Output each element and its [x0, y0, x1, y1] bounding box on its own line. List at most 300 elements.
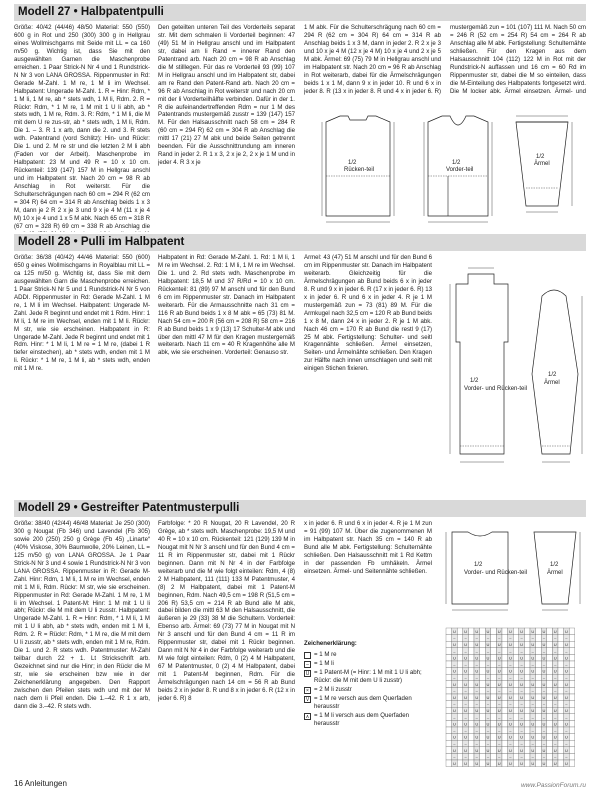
chart-cell-symbol: U	[497, 655, 501, 661]
legend-title: Zeichenerklärung:	[304, 640, 357, 647]
stitch-chart	[442, 626, 586, 772]
chart-cell	[547, 740, 553, 747]
chart-cell	[480, 734, 486, 741]
chart-cell-symbol: U	[531, 668, 535, 674]
chart-cell-symbol: –	[531, 701, 534, 707]
chart-cell-symbol: U	[564, 655, 568, 661]
section-modell-29	[14, 500, 586, 776]
chart-cell	[457, 668, 463, 675]
chart-cell	[536, 668, 542, 675]
chart-cell-symbol: –	[509, 675, 512, 681]
chart-cell-symbol: U	[542, 668, 546, 674]
chart-cell-symbol: –	[520, 648, 523, 654]
chart-cell	[524, 727, 530, 734]
chart-cell-symbol: U	[497, 642, 501, 648]
chart-cell-symbol: U	[531, 681, 535, 687]
chart-cell	[524, 707, 530, 714]
chart-cell	[446, 654, 452, 661]
chart-cell-symbol: –	[509, 714, 512, 720]
chart-cell-symbol: –	[554, 675, 557, 681]
section-modell-27	[14, 4, 586, 232]
chart-cell-symbol: –	[531, 727, 534, 733]
chart-cell	[491, 760, 497, 767]
chart-cell	[491, 720, 497, 727]
chart-cell	[558, 727, 564, 734]
chart-cell	[446, 661, 452, 668]
chart-cell	[480, 747, 486, 754]
chart-cell	[502, 687, 508, 694]
chart-cell-symbol: –	[542, 675, 546, 681]
chart-cell	[468, 727, 474, 734]
chart-cell-symbol: U	[553, 681, 557, 687]
chart-cell	[569, 740, 575, 747]
chart-cell-symbol: U	[475, 628, 479, 634]
chart-cell	[468, 661, 474, 668]
chart-cell	[491, 753, 497, 760]
instructions-col-4: mustergemäß zun = 101 (107) 111 M. Nach 50 cm = 246 R (52 cm = 254 R) 54 cm = 264 R ab Anschlag alle M abk. Fertigstellung: Schulternähte schließen. Für den Kragen aus dem Halsausschnitt 104 (112) 122 M in Rot mit der Rundstrick-N auffassen und 16 cm = 60 Rd im Rippenmuster str, dabei die M so einteilen, dass die M-Einteilung des Halbpatents fortgesetzt wird. Die M locker abk. Ärmel einsetzen. Ärmel- und	[450, 24, 586, 95]
chart-cell-symbol: U	[475, 655, 479, 661]
body-piece-label: Vorder- und Rücken-teil	[464, 570, 528, 576]
chart-cell	[547, 661, 553, 668]
chart-cell-symbol: –	[464, 688, 467, 694]
chart-cell-symbol: –	[509, 727, 512, 733]
schematic-modell-29	[438, 522, 586, 618]
chart-cell-symbol: –	[542, 701, 546, 707]
chart-cell	[513, 727, 519, 734]
chart-cell-symbol: –	[531, 661, 534, 667]
sleeve-label: Ärmel	[547, 570, 563, 576]
chart-cell-symbol: U	[452, 734, 456, 740]
chart-cell	[569, 760, 575, 767]
chart-cell-symbol: U	[497, 747, 501, 753]
chart-cell	[524, 734, 530, 741]
chart-cell	[457, 641, 463, 648]
chart-cell	[558, 641, 564, 648]
chart-cell-symbol: U	[497, 628, 501, 634]
chart-cell-symbol: U	[542, 721, 546, 727]
chart-cell	[536, 747, 542, 754]
chart-cell-symbol: –	[542, 661, 546, 667]
chart-cell	[468, 707, 474, 714]
chart-cell	[457, 661, 463, 668]
chart-cell	[536, 734, 542, 741]
chart-cell	[513, 668, 519, 675]
schematic-modell-27	[304, 98, 586, 232]
chart-cell-symbol: U	[531, 694, 535, 700]
chart-cell-symbol: –	[554, 741, 557, 747]
chart-cell	[446, 628, 452, 635]
chart-cell-symbol: U	[520, 668, 524, 674]
chart-cell-symbol: –	[509, 741, 512, 747]
chart-cell-symbol: –	[498, 635, 501, 641]
chart-cell-symbol: U	[542, 655, 546, 661]
chart-cell-symbol: U	[520, 721, 524, 727]
body-half-label: 1/2	[470, 378, 479, 384]
chart-cell	[457, 747, 463, 754]
chart-cell-symbol: U	[508, 642, 512, 648]
chart-cell	[569, 720, 575, 727]
chart-cell-symbol: U	[464, 694, 468, 700]
chart-cell-symbol: –	[464, 727, 467, 733]
chart-cell-symbol: U	[486, 681, 490, 687]
chart-cell	[547, 747, 553, 754]
chart-cell	[536, 707, 542, 714]
chart-cell	[513, 760, 519, 767]
chart-cell-symbol: –	[486, 754, 490, 760]
chart-cell-symbol: U	[542, 760, 546, 766]
body-half-label: 1/2	[474, 562, 483, 568]
chart-cell	[480, 687, 486, 694]
chart-cell	[524, 687, 530, 694]
chart-cell	[558, 694, 564, 701]
chart-cell-symbol: U	[452, 760, 456, 766]
chart-cell	[480, 628, 486, 635]
chart-cell	[480, 668, 486, 675]
chart-cell	[468, 694, 474, 701]
chart-cell-symbol: U	[497, 708, 501, 714]
chart-cell	[547, 641, 553, 648]
chart-cell-symbol: U	[542, 694, 546, 700]
chart-cell	[558, 734, 564, 741]
chart-cell	[446, 734, 452, 741]
chart-cell-symbol: U	[531, 628, 535, 634]
chart-cell-symbol: U	[497, 668, 501, 674]
instructions-col-1: Größe: 40/42 (44/46) 48/50 Material: 550 (550) 600 g in Rot und 250 (300) 300 g in Hellgrau eines Wollmischgarns mit Seide mit LL = ca 160 m/50 g. Wichtig ist, dass Sie mit den ausgewählten Garnen die Maschenprobe erreichen. 1 Paar Strick-N Nr 4 und 1 Rundstrick-N Nr 3 von LANA GROSSA. Rippenmuster in Rd: Gerade M-Zahl. 1 M re, 1 M li im Wechsel. Halbpatent: Ungerade M-Zahl. 1. R = Hinr: Rdm, * 1 M li, 1 M re, ab * stets wdh, 1 M li, Rdm. 2. R = Rückr: Rdm, * 1 M re, 1 M mit 1 U li abh, ab * stets wdh, 1 M re, Rdm. 3. R: Rdm, * 1 M li, die M mit dem U re zus-str, ab * stets wdh, 1 M li, Rdm. Die 1. – 3. R 1 x arb, dann die 2. und 3. R stets wdh. Patentrand (vord Schlitz): Hin- und Rückr: Die 1. und 2. M re str und die letzten 2 M li abh (Faden vor der Arbeit). Maschenprobe im Halbpatent: 23 M und 49 R = 10 x 10 cm. Rückenteil: 139 (147) 157 M in Hellgrau anschl und im Halbpatent str. Nach 20 cm = 98 R ab Anschlag in Rot weiterstr. Für die Schulterschrägungen nach 60 cm = 294 R (62 cm = 304 R) 64 cm = 314 R ab Anschlag beids 1 x 3 M, dann je 2 R 2 x je 3 und 9 x je 4 M (11 x je 4 M) 10 x je 4 und 1 x 5 M abk. Nach 65 cm = 318 R (67 cm = 328 R) 69 cm = 338 R ab Anschlag die	[14, 24, 150, 230]
chart-cell-symbol: –	[542, 741, 546, 747]
chart-cell	[569, 701, 575, 708]
chart-cell	[513, 707, 519, 714]
chart-cell-symbol: U	[520, 681, 524, 687]
chart-cell	[480, 753, 486, 760]
chart-cell-symbol: U	[564, 708, 568, 714]
section-title: Modell 27 • Halbpatentpulli	[14, 4, 586, 21]
chart-cell-symbol: –	[565, 754, 568, 760]
chart-cell-symbol: U	[464, 708, 468, 714]
chart-cell	[524, 681, 530, 688]
chart-cell	[491, 681, 497, 688]
chart-cell-symbol: –	[509, 701, 512, 707]
chart-cell-symbol: U	[497, 721, 501, 727]
chart-cell	[502, 635, 508, 642]
chart-cell-symbol: –	[554, 754, 557, 760]
chart-cell-symbol: U	[520, 747, 524, 753]
chart-cell	[468, 734, 474, 741]
chart-cell	[569, 674, 575, 681]
chart-cell	[468, 641, 474, 648]
chart-cell-symbol: U	[486, 694, 490, 700]
legend-item	[304, 712, 432, 728]
legend-item	[304, 651, 432, 659]
chart-cell	[536, 635, 542, 642]
chart-cell	[547, 668, 553, 675]
chart-cell	[558, 661, 564, 668]
chart-cell-symbol: U	[531, 760, 535, 766]
chart-cell-symbol: U	[464, 628, 468, 634]
chart-cell-symbol: U	[464, 760, 468, 766]
chart-cell-symbol: U	[475, 760, 479, 766]
chart-cell	[547, 687, 553, 694]
chart-cell-symbol: U	[531, 655, 535, 661]
sleeve-label: Ärmel	[544, 380, 560, 386]
chart-cell	[457, 628, 463, 635]
chart-cell-symbol: U	[542, 734, 546, 740]
chart-cell-symbol: –	[475, 648, 478, 654]
chart-cell-symbol: –	[531, 648, 534, 654]
chart-cell-symbol: U	[564, 694, 568, 700]
chart-cell-symbol: –	[475, 741, 478, 747]
chart-cell	[558, 720, 564, 727]
chart-cell-symbol: U	[475, 721, 479, 727]
chart-cell-symbol: U	[564, 721, 568, 727]
chart-cell-symbol: U	[497, 694, 501, 700]
chart-cell	[536, 654, 542, 661]
chart-cell	[491, 701, 497, 708]
chart-cell	[480, 760, 486, 767]
chart-cell	[524, 760, 530, 767]
chart-cell-symbol: U	[464, 668, 468, 674]
chart-cell	[536, 720, 542, 727]
schematic-modell-28	[438, 254, 586, 490]
chart-cell	[502, 714, 508, 721]
instructions-col-1: Größe: 36/38 (40/42) 44/46 Material: 550 (600) 650 g eines Wollmischgarns in Royalblau mit LL = ca 125 m/50 g. Wichtig ist, dass Sie mit dem ausgewählten Garn die Maschenprobe erreichen. 1 Paar Strick-N Nr 5 und 1 Rundstrick-N Nr 5 von ADDI. Rippenmuster in Rd: Gerade M-Zahl. 1 M re, 1 M li im Wechsel. Halbpatent: Ungerade M-Zahl. Jede R beginnt und endet mit 1 Rdm. Hinr: 1 M li, 1 M re im Wechsel, enden mit 1 M li. Rückr: M str, wie sie erscheinen. Halbpatent in R: Ungerade M-Zahl. Jede R beginnt und endet mit 1 Rdm. Hinr: * 1 M li, 1 M re = 1 M re, (dabei 1 R tiefer einstechen), ab * stets wdh, enden mit 1 M li. Rückr: * 1 M re, 1 M li, ab * stets wdh, enden mit 1 M re.	[14, 254, 150, 373]
back-half-label: 1/2	[348, 160, 357, 166]
chart-cell-symbol: U	[531, 708, 535, 714]
chart-cell-symbol: –	[542, 727, 546, 733]
chart-cell	[513, 681, 519, 688]
chart-cell	[536, 701, 542, 708]
chart-cell	[558, 714, 564, 721]
chart-cell	[569, 753, 575, 760]
legend-text: = 1 M li versch aus dem Querfaden herausstr	[314, 712, 410, 727]
chart-cell	[446, 760, 452, 767]
chart-cell-symbol: –	[531, 754, 534, 760]
chart-cell-symbol: –	[520, 701, 523, 707]
chart-cell-symbol: –	[542, 688, 546, 694]
chart-cell-symbol: –	[486, 714, 490, 720]
instructions-col-3: x in jeder 6. R und 6 x in jeder 4. R je 1 M zun = 91 (99) 107 M. Über die zugenommenen M im Halbpatent str. Nach 35 cm = 140 R ab Bund alle M abk. Fertigstellung: Schulternähte schließen. Den Halsausschnitt mit 1 Rd Kettm in der passenden Fb umhäkeln. Ärmel einsetzen. Ärmel- und Seitennähte schließen.	[304, 520, 432, 575]
chart-cell-symbol: U	[542, 747, 546, 753]
chart-cell-symbol: –	[509, 648, 512, 654]
chart-cell	[558, 687, 564, 694]
chart-cell-symbol: –	[498, 688, 501, 694]
chart-cell-symbol: –	[475, 661, 478, 667]
chart-cell-symbol: U	[464, 721, 468, 727]
chart-cell-symbol: –	[464, 754, 467, 760]
chart-cell-symbol: –	[509, 754, 512, 760]
chart-cell	[457, 727, 463, 734]
chart-cell	[491, 654, 497, 661]
section-modell-28	[14, 234, 586, 492]
chart-cell	[569, 694, 575, 701]
chart-cell-symbol: –	[498, 675, 501, 681]
chart-cell-symbol: U	[475, 668, 479, 674]
chart-cell	[502, 740, 508, 747]
chart-cell-symbol: –	[565, 635, 568, 641]
chart-cell	[457, 707, 463, 714]
chart-cell-symbol: U	[508, 760, 512, 766]
chart-cell-symbol: –	[554, 714, 557, 720]
chart-cell	[513, 720, 519, 727]
chart-cell-symbol: U	[486, 628, 490, 634]
chart-cell-symbol: U	[531, 642, 535, 648]
chart-cell-symbol: –	[509, 661, 512, 667]
sleeve-half-label: 1/2	[548, 372, 557, 378]
chart-cell	[491, 641, 497, 648]
chart-cell	[536, 628, 542, 635]
instructions-col-3: Ärmel: 43 (47) 51 M anschl und für den Bund 6 cm im Rippenmuster str. Danach im Halbpatent weiterarb. Gleichzeitig für die Ärmelschrägungen ab Bund beids 6 x in jeder 8. R und 9 x in jeder 6. R (17 x in jeder 6. R) 13 x in jeder 6. R und 6 x in jeder 4. R je 1 M mustergemäß zun = 73 (81) 89 M. Für die Armkugel nach 32,5 cm = 120 R ab Bund beids 1 x 8 M, dann 24 x in jeder 2. R je 1 M abk. Nach 46 cm = 170 R ab Bund die restl 9 (17) 25 M abk. Fertigstellung: Schulter- und seitl Kragennähte schließen. Ärmel einsetzen, Seiten- und Ärmelnähte schließen. Den Kragen zur Hälfte nach innen umschlagen und seitl mit einigen Stichen fixieren.	[304, 254, 432, 373]
chart-cell-symbol: –	[486, 701, 490, 707]
chart-cell-symbol: U	[553, 708, 557, 714]
chart-cell	[513, 734, 519, 741]
sleeve-label: Ärmel	[534, 161, 550, 167]
chart-cell-symbol: –	[486, 741, 490, 747]
legend-item	[304, 660, 432, 668]
chart-cell-symbol: U	[486, 668, 490, 674]
chart-cell	[536, 648, 542, 655]
chart-cell	[446, 714, 452, 721]
chart-cell	[457, 760, 463, 767]
chart-cell	[491, 734, 497, 741]
chart-cell-symbol: U	[564, 747, 568, 753]
chart-cell	[524, 661, 530, 668]
chart-cell	[558, 628, 564, 635]
chart-cell	[547, 694, 553, 701]
chart-cell	[457, 694, 463, 701]
chart-cell-symbol: U	[564, 734, 568, 740]
front-piece-label: Vorder-teil	[446, 167, 474, 173]
chart-cell-symbol: –	[554, 701, 557, 707]
chart-cell	[569, 734, 575, 741]
chart-cell-symbol: –	[520, 675, 523, 681]
chart-cell-symbol: –	[498, 714, 501, 720]
chart-cell	[457, 654, 463, 661]
chart-cell-symbol: –	[486, 635, 490, 641]
chart-cell	[468, 687, 474, 694]
chart-cell	[558, 635, 564, 642]
instructions-col-1: Größe: 38/40 (42/44) 46/48 Material: Je 250 (300) 300 g Nougat (Fb 346) und Lavendel (Fb 305) sowie 200 (250) 250 g Grège (Fb 45) „Linarte“ (40% Viskose, 30% Baumwolle, 20% Leinen, LL = 125 m/50 g) von LANA GROSSA. Je 1 Paar Strick-N Nr 3 und 4 sowie 1 Rundstrick-N Nr 3 von LANA GROSSA. Rippenmuster in R: Gerade M-Zahl. Hinr: Rdm, 1 M li, 1 M re im Wechsel, enden mit 1 M li, Rdm. Rückr: M str, wie sie erscheinen. Rippenmuster in Rd: Gerade M-Zahl. 1 M re, 1 M li im Wechsel. 1 Patent-M: Hinr: 1 M mit 1 U li abh; Rückr: die M mit dem U li zusstr. Halbpatent: Ungerade M-Zahl. 1. R = Hinr: Rdm, * 1 M li, 1 M mit 1 U li abh, ab * stets wdh, enden mit 1 M li, Rdm. 2. R = Rückr: Rdm, * 1 M re, die M mit dem U li zusstr, ab * stets wdh, enden mit 1 M re, Rdm. Die 1. und 2. R stets wdh. Patentmuster: M-Zahl teilbar durch 22 + 1. Lt Strickschrift arb. Gezeichnet sind nur die Hinr; in den Rückr die M str, wie sie erscheinen bzw wie in der Zeichenerklärung angegeben. Den Rapport zwischen den Pfeilen stets wdh und mit der M nach dem li Pfeil enden. Die 1.–42. R 1 x arb, dann die 3.–42. R stets wdh.	[14, 520, 150, 710]
chart-cell-symbol: –	[464, 648, 467, 654]
chart-cell	[547, 720, 553, 727]
chart-cell	[536, 681, 542, 688]
chart-cell	[446, 635, 452, 642]
chart-cell	[524, 740, 530, 747]
chart-cell	[491, 747, 497, 754]
chart-cell	[457, 648, 463, 655]
chart-cell-symbol: –	[486, 648, 490, 654]
chart-cell-symbol: –	[554, 661, 557, 667]
chart-cell	[547, 681, 553, 688]
chart-cell-symbol: U	[452, 694, 456, 700]
chart-cell	[502, 720, 508, 727]
chart-cell	[502, 747, 508, 754]
chart-cell	[547, 648, 553, 655]
chart-cell	[513, 674, 519, 681]
chart-cell	[547, 714, 553, 721]
chart-cell-symbol: –	[475, 714, 478, 720]
chart-cell-symbol: –	[453, 635, 456, 641]
chart-cell	[502, 674, 508, 681]
chart-cell	[491, 674, 497, 681]
page-footer: 16 Anleitungen	[14, 779, 67, 788]
chart-cell-symbol: –	[475, 754, 478, 760]
chart-cell-symbol: U	[542, 708, 546, 714]
chart-cell-symbol: U	[508, 747, 512, 753]
chart-cell	[491, 707, 497, 714]
chart-cell	[446, 701, 452, 708]
chart-cell-symbol: U	[564, 760, 568, 766]
chart-cell-symbol: U	[508, 721, 512, 727]
chart-cell	[491, 635, 497, 642]
instructions-col-3: 1 M abk. Für die Schulterschrägung nach 60 cm = 294 R (62 cm = 304 R) 64 cm = 314 R ab Anschlag beids 1 x 3 M, dann in jeder 2. R 2 x je 3 und 10 x je 4 M (12 x je 4 M) 10 x je 4 und 2 x je 5 M abk. Ärmel: 69 (75) 79 M in Hellgrau anschl und im Halbpatent str. Nach 20 cm = 96 R ab Anschlag in Rot weiterarb, dabei für die Ärmelschrägungen beids 1 x 1 M, dann 9 x in jeder 10. R und 6 x in jeder 8. R (13 x in jeder 8. R und 4 x in jeder 6. R)	[304, 24, 441, 95]
chart-cell-symbol: –	[498, 648, 501, 654]
chart-cell-symbol: U	[464, 747, 468, 753]
front-half-label: 1/2	[452, 160, 461, 166]
chart-cell-symbol: U	[464, 681, 468, 687]
chart-cell	[513, 747, 519, 754]
instructions-col-2: Farbfolge: * 20 R Nougat, 20 R Lavendel, 20 R Grège, ab * stets wdh. Maschenprobe: 19,5 M und 40 R = 10 x 10 cm. Rückenteil: 121 (129) 139 M in Nougat mit N Nr 3 anschl und für den Bund 4 cm = 11 R im Rippenmuster str, dabei mit 1 Rückr beginnen. Dann mit N Nr 4 in der Farbfolge weiterarb und die M wie folgt einteilen: Rdm, 4 (8) 2 M Halbpatent, 111 (111) 133 M Patentmuster, 4 (8) 2 M Halbpatent, dabei mit 1 Patent-M beginnen, Rdm. Nach 49,5 cm = 198 R (51,5 cm = 206 R) 53,5 cm = 214 R ab Bund alle M abk, dabei bilden die mittl 63 M den Halsausschnitt, die äußeren je 29 (33) 38 M die Schultern. Vorderteil: Ebenso arb. Ärmel: 69 (73) 77 M in Nougat mit N Nr 3 anschl und für den Bund 4 cm = 11 R im Rippenmuster str, dabei mit 1 Rückr beginnen. Dann mit N Nr 4 in der Farbfolge weiterarb und die M wie folgt einteilen: Rdm, 0 (2) 4 M Halbpatent, 67 M Patentmuster, 0 (2) 4 M Halbpatent, dabei mit 1 Patent-M beginnen, Rdm. Für die Ärmelschrägungen nach 14 cm = 56 R ab Bund beids 2 x in jeder 8. R und 8 x in jeder 6. R (12 x in jeder 6. R) 8	[158, 520, 295, 702]
chart-cell-symbol: U	[486, 747, 490, 753]
chart-cell	[558, 648, 564, 655]
chart-cell	[491, 648, 497, 655]
legend-text: = 1 M li	[314, 660, 334, 667]
chart-cell-symbol: –	[531, 675, 534, 681]
chart-cell	[558, 753, 564, 760]
chart-cell-symbol: U	[564, 681, 568, 687]
chart-cell-symbol: –	[565, 661, 568, 667]
chart-cell	[569, 707, 575, 714]
chart-cell	[536, 674, 542, 681]
chart-cell	[524, 674, 530, 681]
chart-cell	[513, 628, 519, 635]
chart-cell-symbol: U	[520, 734, 524, 740]
chart-cell-symbol: U	[475, 708, 479, 714]
chart-cell	[457, 720, 463, 727]
chart-cell	[513, 687, 519, 694]
chart-cell-symbol: –	[520, 754, 523, 760]
chart-cell-symbol: –	[464, 675, 467, 681]
chart-cell-symbol: –	[531, 714, 534, 720]
chart-cell-symbol: –	[464, 741, 467, 747]
chart-cell	[480, 674, 486, 681]
chart-cell	[536, 661, 542, 668]
chart-cell	[513, 661, 519, 668]
chart-cell	[547, 707, 553, 714]
chart-cell	[558, 681, 564, 688]
chart-cell-symbol: –	[464, 635, 467, 641]
chart-cell-symbol: –	[565, 701, 568, 707]
chart-cell	[513, 753, 519, 760]
chart-cell	[547, 727, 553, 734]
chart-cell	[480, 701, 486, 708]
chart-cell-symbol: –	[453, 688, 456, 694]
chart-cell-symbol: U	[508, 694, 512, 700]
chart-cell-symbol: U	[508, 655, 512, 661]
chart-cell	[446, 668, 452, 675]
chart-cell-symbol: U	[508, 668, 512, 674]
section-title: Modell 28 • Pulli im Halbpatent	[14, 234, 586, 251]
chart-cell-symbol: –	[453, 754, 456, 760]
chart-cell	[480, 648, 486, 655]
chart-cell	[547, 628, 553, 635]
chart-cell	[446, 694, 452, 701]
chart-cell-symbol: –	[475, 635, 478, 641]
chart-cell	[457, 714, 463, 721]
chart-cell	[468, 753, 474, 760]
chart-cell	[491, 740, 497, 747]
chart-cell	[446, 720, 452, 727]
chart-cell-symbol: –	[453, 648, 456, 654]
chart-cell	[480, 714, 486, 721]
